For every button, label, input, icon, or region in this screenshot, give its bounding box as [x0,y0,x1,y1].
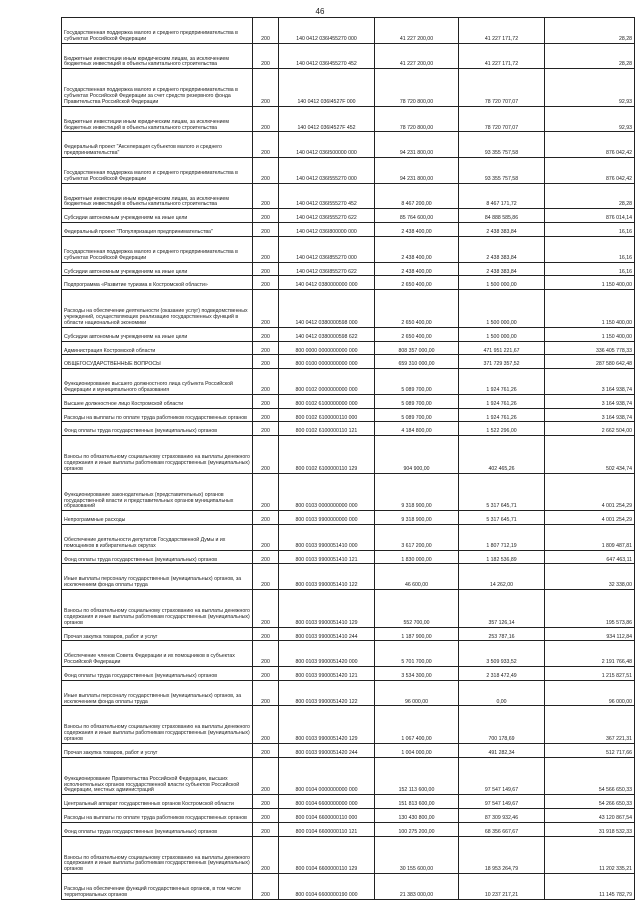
row-line-code: 200 [253,590,279,627]
table-row [62,132,635,158]
row-line-code: 200 [253,511,279,525]
row-budget-code: 800 0104 0000000000 000 [279,757,375,794]
row-line-code: 200 [253,183,279,209]
row-executed-amount: 14 262,00 [459,564,545,590]
row-budget-code: 140 0412 0380000000 000 [279,276,375,290]
row-unexecuted-amount: 4 001 254,29 [545,473,635,510]
row-executed-amount: 93 355 757,58 [459,132,545,158]
row-budget-code: 140 0412 036I555270 622 [279,209,375,223]
row-name: Субсидии автономным учреждениям на иные цели [62,262,253,276]
row-executed-amount: 41 227 171,72 [459,43,545,69]
table-row [62,341,635,355]
row-line-code: 200 [253,327,279,341]
row-line-code: 200 [253,341,279,355]
row-approved-amount: 3 534 300,00 [375,667,459,681]
row-executed-amount: 402 465,26 [459,436,545,473]
row-executed-amount: 1 807 712,19 [459,524,545,550]
row-executed-amount: 41 227 171,72 [459,18,545,44]
table-row [62,43,635,69]
row-executed-amount: 5 317 645,71 [459,511,545,525]
table-row [62,706,635,743]
row-budget-code: 800 0102 6100000110 000 [279,408,375,422]
row-executed-amount: 0,00 [459,680,545,706]
row-budget-code: 800 0100 0000000000 000 [279,355,375,369]
row-unexecuted-amount: 367 221,31 [545,706,635,743]
row-line-code: 200 [253,550,279,564]
row-executed-amount: 491 282,34 [459,743,545,757]
row-line-code: 200 [253,473,279,510]
row-executed-amount: 1 924 761,26 [459,394,545,408]
table-row [62,327,635,341]
row-approved-amount: 5 089 700,00 [375,408,459,422]
row-approved-amount: 2 650 400,00 [375,276,459,290]
row-line-code: 200 [253,524,279,550]
table-row [62,550,635,564]
table-row [62,223,635,237]
row-unexecuted-amount: 54 266 650,33 [545,795,635,809]
row-line-code: 200 [253,209,279,223]
row-name: Субсидии автономным учреждениям на иные цели [62,327,253,341]
row-budget-code: 800 0102 6100000000 000 [279,394,375,408]
row-executed-amount: 371 729 357,52 [459,355,545,369]
row-budget-code: 800 0102 6100000110 121 [279,422,375,436]
row-approved-amount: 2 650 400,00 [375,327,459,341]
table-row [62,836,635,873]
row-line-code: 200 [253,809,279,823]
table-row [62,408,635,422]
row-name: ОБЩЕГОСУДАРСТВЕННЫЕ ВОПРОСЫ [62,355,253,369]
row-line-code: 200 [253,706,279,743]
row-executed-amount: 97 547 149,67 [459,795,545,809]
row-line-code: 200 [253,158,279,184]
row-name: Федеральный проект "Популяризация предпринимательства" [62,223,253,237]
row-unexecuted-amount: 43 120 867,54 [545,809,635,823]
row-executed-amount: 2 318 472,49 [459,667,545,681]
row-line-code: 200 [253,132,279,158]
row-unexecuted-amount: 54 566 650,33 [545,757,635,794]
row-approved-amount: 41 227 200,00 [375,43,459,69]
row-executed-amount: 1 924 761,26 [459,369,545,395]
row-name: Государственная поддержка малого и среднего предпринимательства в субъектах Российской Федерации [62,236,253,262]
row-budget-code: 800 0103 9900051410 000 [279,524,375,550]
row-executed-amount: 78 720 707,07 [459,106,545,132]
row-name: Иные выплаты персоналу государственных (муниципальных) органов, за исключением фонда оплаты труда [62,564,253,590]
row-approved-amount: 659 310 000,00 [375,355,459,369]
row-executed-amount: 2 438 383,84 [459,223,545,237]
row-approved-amount: 8 467 200,00 [375,183,459,209]
row-budget-code: 140 0412 036I455270 452 [279,43,375,69]
row-name: Расходы на выплаты по оплате труда работников государственных органов [62,408,253,422]
row-approved-amount: 808 357 000,00 [375,341,459,355]
table-row [62,106,635,132]
row-approved-amount: 2 438 400,00 [375,236,459,262]
row-approved-amount: 30 155 600,00 [375,836,459,873]
row-name: Бюджетные инвестиции иным юридическим лицам, за исключением бюджетных инвестиций в объекты капитального строительства [62,43,253,69]
row-name: Бюджетные инвестиции иным юридическим лицам, за исключением бюджетных инвестиций в объекты капитального строительства [62,183,253,209]
table-row [62,627,635,641]
row-unexecuted-amount: 4 001 254,29 [545,511,635,525]
row-executed-amount: 3 509 933,52 [459,641,545,667]
row-unexecuted-amount: 2 191 766,48 [545,641,635,667]
row-approved-amount: 85 764 600,00 [375,209,459,223]
row-executed-amount: 87 309 932,46 [459,809,545,823]
row-line-code: 200 [253,18,279,44]
row-line-code: 200 [253,394,279,408]
row-name: Взносы по обязательному социальному страхованию на выплаты денежного содержания и иные выплаты работникам государственных (муниципальных) органов [62,590,253,627]
row-line-code: 200 [253,680,279,706]
row-unexecuted-amount: 876 014,14 [545,209,635,223]
row-budget-code: 800 0103 9900051410 244 [279,627,375,641]
row-unexecuted-amount: 28,28 [545,18,635,44]
table-row [62,822,635,836]
row-line-code: 200 [253,262,279,276]
row-executed-amount: 2 438 383,84 [459,262,545,276]
row-budget-code: 800 0000 0000000000 000 [279,341,375,355]
row-name: Подпрограмма «Развитие туризма в Костромской области» [62,276,253,290]
row-line-code: 200 [253,667,279,681]
row-line-code: 200 [253,795,279,809]
table-row [62,355,635,369]
row-budget-code: 140 0412 036I555270 000 [279,158,375,184]
row-name: Взносы по обязательному социальному страхованию на выплаты денежного содержания и иные выплаты работникам государственных (муниципальных) органов [62,836,253,873]
row-budget-code: 140 0412 036I455270 000 [279,18,375,44]
row-approved-amount: 78 720 800,00 [375,69,459,106]
row-name: Высшее должностное лицо Костромской области [62,394,253,408]
row-approved-amount: 130 430 800,00 [375,809,459,823]
row-budget-code: 800 0104 6600000000 000 [279,795,375,809]
row-executed-amount: 97 547 149,67 [459,757,545,794]
row-name: Расходы на выплаты по оплате труда работников государственных органов [62,809,253,823]
row-name: Взносы по обязательному социальному страхованию на выплаты денежного содержания и иные выплаты работникам государственных (муниципальных) органов [62,436,253,473]
row-budget-code: 800 0104 6600000110 121 [279,822,375,836]
row-approved-amount: 78 720 800,00 [375,106,459,132]
row-budget-code: 140 0412 036I4527F 452 [279,106,375,132]
row-unexecuted-amount: 336 405 778,33 [545,341,635,355]
row-name: Функционирование законодательных (представительных) органов государственной власти и представительных органов муниципальных образований [62,473,253,510]
row-executed-amount: 93 355 757,58 [459,158,545,184]
row-budget-code: 800 0103 9900051420 121 [279,667,375,681]
row-unexecuted-amount: 16,16 [545,223,635,237]
row-budget-code: 800 0104 6600000110 129 [279,836,375,873]
row-budget-code: 140 0412 036I855270 000 [279,236,375,262]
row-executed-amount: 1 500 000,00 [459,276,545,290]
row-executed-amount: 8 467 171,72 [459,183,545,209]
row-unexecuted-amount: 1 809 487,81 [545,524,635,550]
table-row [62,680,635,706]
table-row [62,18,635,44]
table-row [62,436,635,473]
row-line-code: 200 [253,743,279,757]
row-name: Государственная поддержка малого и среднего предпринимательства в субъектах Российской Федерации [62,18,253,44]
row-budget-code: 140 0412 036I500000 000 [279,132,375,158]
row-unexecuted-amount: 3 164 938,74 [545,369,635,395]
row-name: Иные выплаты персоналу государственных (муниципальных) органов, за исключением фонда оплаты труда [62,680,253,706]
row-budget-code: 140 0412 0380000598 622 [279,327,375,341]
row-unexecuted-amount: 3 164 938,74 [545,394,635,408]
row-line-code: 200 [253,641,279,667]
table-row [62,290,635,327]
row-approved-amount: 5 701 700,00 [375,641,459,667]
row-budget-code: 800 0103 9900051410 122 [279,564,375,590]
row-approved-amount: 46 600,00 [375,564,459,590]
row-executed-amount: 1 500 000,00 [459,290,545,327]
row-name: Федеральный проект "Акселерация субъектов малого и среднего предпринимательства" [62,132,253,158]
row-executed-amount: 78 720 707,07 [459,69,545,106]
row-approved-amount: 5 089 700,00 [375,369,459,395]
row-executed-amount: 357 126,14 [459,590,545,627]
row-name: Администрация Костромской области [62,341,253,355]
table-row [62,511,635,525]
row-name: Прочая закупка товаров, работ и услуг [62,743,253,757]
table-row [62,667,635,681]
row-name: Обеспечение членов Совета Федерации и их помощников в субъектах Российской Федерации [62,641,253,667]
row-line-code: 200 [253,757,279,794]
table-row [62,473,635,510]
table-row [62,69,635,106]
row-budget-code: 800 0103 9900051420 000 [279,641,375,667]
row-line-code: 200 [253,236,279,262]
row-name: Обеспечение деятельности депутатов Государственной Думы и их помощников в избирательных округах [62,524,253,550]
row-unexecuted-amount: 32 338,00 [545,564,635,590]
row-budget-code: 800 0104 6600000110 000 [279,809,375,823]
row-unexecuted-amount: 16,16 [545,236,635,262]
row-executed-amount: 84 888 585,86 [459,209,545,223]
row-approved-amount: 96 000,00 [375,680,459,706]
row-name: Бюджетные инвестиции иным юридическим лицам, за исключением бюджетных инвестиций в объекты капитального строительства [62,106,253,132]
row-name: Функционирование Правительства Российской Федерации, высших исполнительных органов государственной власти субъектов Российской Федерации, местных администраций [62,757,253,794]
row-line-code: 200 [253,836,279,873]
row-unexecuted-amount: 512 717,66 [545,743,635,757]
row-budget-code: 800 0103 9900051410 129 [279,590,375,627]
row-unexecuted-amount: 92,93 [545,69,635,106]
row-budget-code: 800 0103 0000000000 000 [279,473,375,510]
row-name: Государственная поддержка малого и среднего предпринимательства в субъектах Российской Федерации за счет средств резервного фонда Правительства Российской Федерации [62,69,253,106]
row-unexecuted-amount: 2 662 504,00 [545,422,635,436]
row-executed-amount: 253 787,16 [459,627,545,641]
row-approved-amount: 9 318 900,00 [375,473,459,510]
row-approved-amount: 1 830 000,00 [375,550,459,564]
row-approved-amount: 5 089 700,00 [375,394,459,408]
row-unexecuted-amount: 28,28 [545,183,635,209]
row-name: Фонд оплаты труда государственных (муниципальных) органов [62,422,253,436]
row-line-code: 200 [253,822,279,836]
row-budget-code: 800 0103 9900051410 121 [279,550,375,564]
table-row [62,641,635,667]
row-approved-amount: 904 900,00 [375,436,459,473]
row-approved-amount: 41 227 200,00 [375,18,459,44]
row-executed-amount: 10 237 217,21 [459,874,545,900]
table-row [62,590,635,627]
row-unexecuted-amount: 16,16 [545,262,635,276]
row-approved-amount: 2 650 400,00 [375,290,459,327]
row-unexecuted-amount: 96 000,00 [545,680,635,706]
row-line-code: 200 [253,874,279,900]
row-budget-code: 140 0412 036I800000 000 [279,223,375,237]
row-budget-code: 800 0102 6100000110 129 [279,436,375,473]
row-executed-amount: 2 438 383,84 [459,236,545,262]
row-line-code: 200 [253,408,279,422]
row-executed-amount: 1 924 761,26 [459,408,545,422]
table-row [62,422,635,436]
row-unexecuted-amount: 1 150 400,00 [545,327,635,341]
table-row [62,209,635,223]
table-row [62,795,635,809]
table-row [62,394,635,408]
budget-execution-table [61,17,635,900]
table-row [62,276,635,290]
row-unexecuted-amount: 28,28 [545,43,635,69]
row-approved-amount: 2 438 400,00 [375,223,459,237]
row-approved-amount: 1 067 400,00 [375,706,459,743]
row-executed-amount: 1 182 536,89 [459,550,545,564]
row-budget-code: 800 0104 6600000190 000 [279,874,375,900]
page-number: 46 [315,7,325,16]
row-name: Фонд оплаты труда государственных (муниципальных) органов [62,822,253,836]
row-unexecuted-amount: 195 573,86 [545,590,635,627]
row-budget-code: 140 0412 036I555270 452 [279,183,375,209]
row-name: Центральный аппарат государственных органов Костромской области [62,795,253,809]
row-approved-amount: 151 813 600,00 [375,795,459,809]
row-executed-amount: 5 317 645,71 [459,473,545,510]
table-row [62,262,635,276]
table-row [62,369,635,395]
row-approved-amount: 1 004 000,00 [375,743,459,757]
table-row [62,874,635,900]
row-unexecuted-amount: 1 150 400,00 [545,276,635,290]
row-executed-amount: 1 500 000,00 [459,327,545,341]
row-approved-amount: 1 187 900,00 [375,627,459,641]
row-unexecuted-amount: 1 150 400,00 [545,290,635,327]
table-row [62,236,635,262]
row-unexecuted-amount: 287 580 642,48 [545,355,635,369]
row-unexecuted-amount: 647 463,11 [545,550,635,564]
row-approved-amount: 94 231 800,00 [375,158,459,184]
row-unexecuted-amount: 1 215 827,51 [545,667,635,681]
row-budget-code: 800 0103 9900000000 000 [279,511,375,525]
row-name: Непрограммные расходы [62,511,253,525]
row-name: Прочая закупка товаров, работ и услуг [62,627,253,641]
row-budget-code: 140 0412 0380000598 000 [279,290,375,327]
row-approved-amount: 552 700,00 [375,590,459,627]
row-name: Взносы по обязательному социальному страхованию на выплаты денежного содержания и иные выплаты работникам государственных (муниципальных) органов [62,706,253,743]
row-name: Расходы на обеспечение деятельности (оказание услуг) подведомственных учреждений, осуществляющих реализацию государственных функций в области национальной экономики [62,290,253,327]
row-line-code: 200 [253,276,279,290]
row-approved-amount: 3 617 200,00 [375,524,459,550]
row-executed-amount: 1 522 296,00 [459,422,545,436]
row-executed-amount: 18 953 264,79 [459,836,545,873]
table-row [62,757,635,794]
row-line-code: 200 [253,355,279,369]
row-budget-code: 800 0103 9900051420 129 [279,706,375,743]
row-unexecuted-amount: 11 145 782,79 [545,874,635,900]
row-name: Субсидии автономным учреждениям на иные цели [62,209,253,223]
row-budget-code: 800 0103 9900051420 122 [279,680,375,706]
row-name: Фонд оплаты труда государственных (муниципальных) органов [62,667,253,681]
row-line-code: 200 [253,369,279,395]
row-name: Государственная поддержка малого и среднего предпринимательства в субъектах Российской Федерации [62,158,253,184]
row-executed-amount: 471 951 221,67 [459,341,545,355]
row-line-code: 200 [253,564,279,590]
row-budget-code: 800 0102 0000000000 000 [279,369,375,395]
row-budget-code: 140 0412 036I4527F 000 [279,69,375,106]
row-unexecuted-amount: 92,93 [545,106,635,132]
row-unexecuted-amount: 3 164 938,74 [545,408,635,422]
row-line-code: 200 [253,106,279,132]
row-approved-amount: 2 438 400,00 [375,262,459,276]
row-line-code: 200 [253,436,279,473]
row-approved-amount: 100 275 200,00 [375,822,459,836]
row-executed-amount: 700 178,69 [459,706,545,743]
row-approved-amount: 21 383 000,00 [375,874,459,900]
table-row [62,743,635,757]
row-unexecuted-amount: 11 202 335,21 [545,836,635,873]
row-line-code: 200 [253,290,279,327]
row-line-code: 200 [253,69,279,106]
table-row [62,158,635,184]
row-unexecuted-amount: 876 042,42 [545,132,635,158]
row-budget-code: 140 0412 036I855270 622 [279,262,375,276]
row-unexecuted-amount: 934 112,84 [545,627,635,641]
row-approved-amount: 152 113 600,00 [375,757,459,794]
row-name: Функционирование высшего должностного лица субъекта Российской Федерации и муниципального образования [62,369,253,395]
table-row [62,524,635,550]
row-name: Фонд оплаты труда государственных (муниципальных) органов [62,550,253,564]
row-name: Расходы на обеспечение функций государственных органов, в том числе территориальных органов [62,874,253,900]
row-line-code: 200 [253,627,279,641]
row-approved-amount: 94 231 800,00 [375,132,459,158]
row-executed-amount: 68 356 667,67 [459,822,545,836]
row-line-code: 200 [253,223,279,237]
row-approved-amount: 4 184 800,00 [375,422,459,436]
table-row [62,809,635,823]
table-row [62,564,635,590]
row-approved-amount: 9 318 900,00 [375,511,459,525]
row-line-code: 200 [253,422,279,436]
row-budget-code: 800 0103 9900051420 244 [279,743,375,757]
table-row [62,183,635,209]
row-unexecuted-amount: 876 042,42 [545,158,635,184]
row-unexecuted-amount: 502 434,74 [545,436,635,473]
row-unexecuted-amount: 31 918 532,33 [545,822,635,836]
row-line-code: 200 [253,43,279,69]
